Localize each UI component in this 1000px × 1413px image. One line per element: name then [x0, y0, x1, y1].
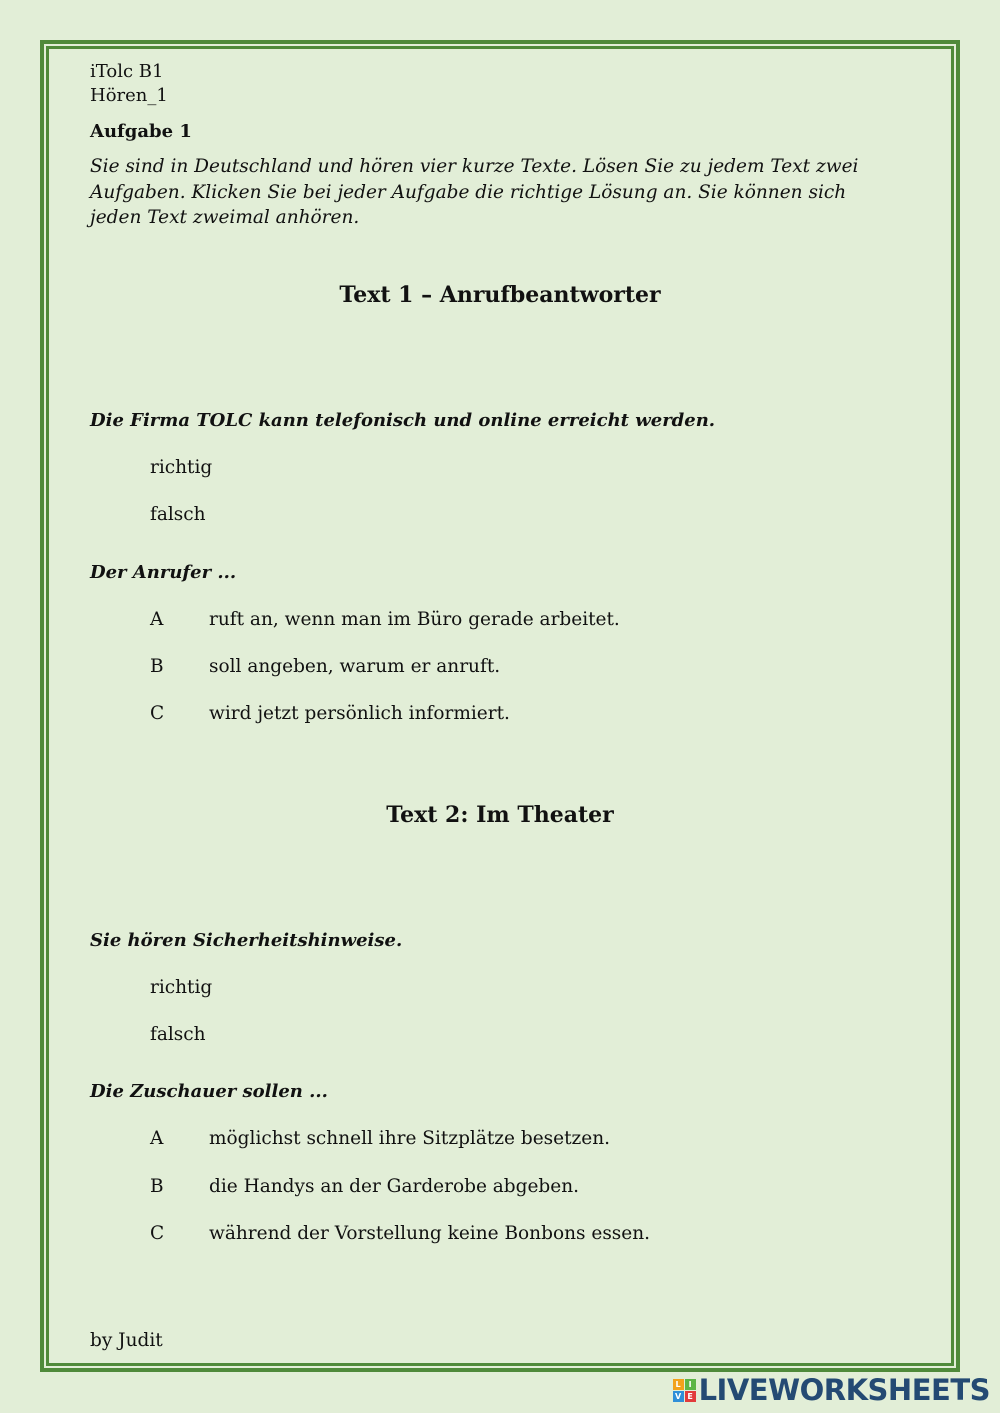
- text1-q2-option-a[interactable]: ruft an, wenn man im Büro gerade arbeitet.: [209, 609, 620, 630]
- logo-letter: I: [685, 1379, 696, 1390]
- instruction-line: Aufgaben. Klicken Sie bei jeder Aufgabe die richtige Lösung an. Sie können sich: [90, 181, 847, 203]
- logo-letter: L: [673, 1379, 684, 1390]
- text2-q1-option-richtig[interactable]: richtig: [150, 977, 213, 998]
- text2-title: Text 2: Im Theater: [386, 802, 614, 828]
- text1-q2-option-c-letter[interactable]: C: [150, 703, 165, 724]
- text1-title: Text 1 – Anrufbeantworter: [339, 282, 661, 308]
- logo-letter: E: [685, 1391, 696, 1402]
- text2-q2-stem: Die Zuschauer sollen ...: [90, 1081, 328, 1102]
- text1-q1-statement: Die Firma TOLC kann telefonisch und online erreicht werden.: [90, 410, 716, 431]
- text2-q2-option-a-letter[interactable]: A: [150, 1128, 164, 1149]
- text2-q2-option-b[interactable]: die Handys an der Garderobe abgeben.: [209, 1176, 580, 1197]
- instruction-line: jeden Text zweimal anhören.: [90, 207, 360, 228]
- text2-q2-option-c[interactable]: während der Vorstellung keine Bonbons essen.: [209, 1223, 651, 1244]
- task-instruction: [90, 154, 910, 231]
- author-credit: by Judit: [90, 1330, 163, 1351]
- text2-q1-statement: Sie hören Sicherheitshinweise.: [90, 930, 403, 951]
- logo-letter: V: [673, 1391, 684, 1402]
- text1-q2-stem: Der Anrufer ...: [90, 562, 237, 583]
- text1-q2-option-b[interactable]: soll angeben, warum er anruft.: [209, 656, 501, 677]
- text2-q1-option-falsch[interactable]: falsch: [150, 1024, 206, 1045]
- text2-q2-option-b-letter[interactable]: B: [150, 1176, 164, 1197]
- header-level: iTolc B1: [90, 61, 164, 82]
- text1-q2-option-b-letter[interactable]: B: [150, 656, 164, 677]
- instruction-line: Sie sind in Deutschland und hören vier kurze Texte. Lösen Sie zu jedem Text zwei: [90, 156, 859, 177]
- text1-q2-option-a-letter[interactable]: A: [150, 609, 164, 630]
- text2-q2-option-a[interactable]: möglichst schnell ihre Sitzplätze besetzen.: [209, 1128, 611, 1149]
- liveworksheets-wordmark: LIVEWORKSHEETS: [698, 1373, 990, 1407]
- text1-q2-option-c[interactable]: wird jetzt persönlich informiert.: [209, 703, 510, 724]
- text1-q1-option-falsch[interactable]: falsch: [150, 504, 206, 525]
- task-title: Aufgabe 1: [90, 121, 192, 142]
- text2-q2-option-c-letter[interactable]: C: [150, 1223, 165, 1244]
- text1-q1-option-richtig[interactable]: richtig: [150, 457, 213, 478]
- liveworksheets-logo-icon: [673, 1379, 696, 1402]
- header-section: Hören_1: [90, 85, 168, 106]
- liveworksheets-brand[interactable]: [673, 1373, 990, 1407]
